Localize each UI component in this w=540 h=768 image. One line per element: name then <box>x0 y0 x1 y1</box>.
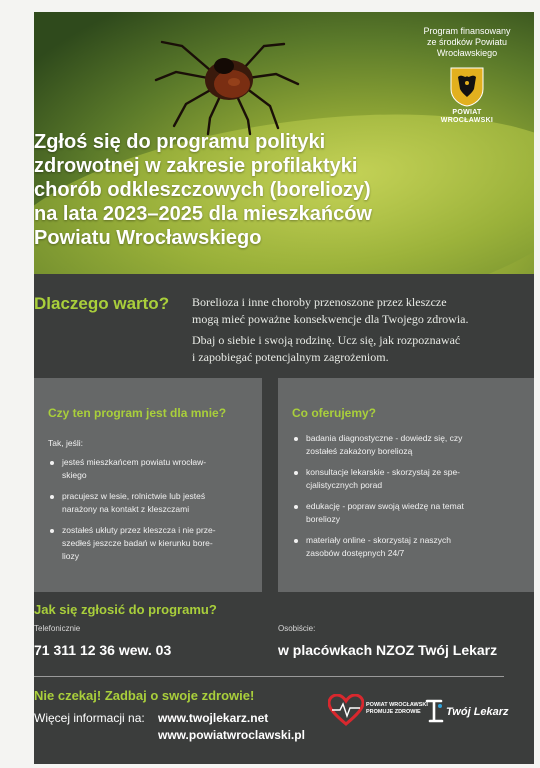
list-line: jesteś mieszkańcem powiatu wrocław- <box>62 457 207 467</box>
list-item <box>292 432 522 458</box>
list-item <box>292 466 522 492</box>
eligibility-intro: Tak, jeśli: <box>48 438 83 448</box>
headline-line: chorób odkleszczowych (boreliozy) <box>34 179 371 201</box>
hero-banner <box>34 12 534 274</box>
list-item <box>292 534 522 560</box>
promo-logo-line: POWIAT WROCŁAWSKI <box>366 702 428 708</box>
list-line: zostałeś ukłuty przez kleszcza i nie prze- <box>62 525 216 535</box>
list-line: skiego <box>62 470 87 480</box>
phone-number[interactable]: 71 311 12 36 wew. 03 <box>34 642 172 658</box>
divider <box>34 676 504 677</box>
offer-box <box>278 378 534 592</box>
link-powiat[interactable]: www.powiatwroclawski.pl <box>158 728 305 742</box>
why-text <box>192 294 528 370</box>
why-line: Dbaj o siebie i swoją rodzinę. Ucz się, jak rozpoznawać <box>192 333 461 347</box>
list-line: boreliozy <box>306 514 341 524</box>
promo-logo-line: PROMUJE ZDROWIE <box>366 709 421 715</box>
apply-title: Jak się zgłosić do programu? <box>34 602 217 617</box>
slogan: Nie czekaj! Zadbaj o swoje zdrowie! <box>34 688 255 703</box>
list-line: zasobów dostępnych 24/7 <box>306 548 405 558</box>
why-line: i zapobiegać potencjalnym zagrożeniom. <box>192 350 389 364</box>
tl-mark-icon <box>424 698 444 724</box>
offer-title: Co oferujemy? <box>292 406 377 420</box>
list-line: materiały online - skorzystaj z naszych <box>306 535 452 545</box>
why-paragraph <box>192 294 528 328</box>
coat-of-arms-icon <box>450 67 484 107</box>
why-title: Dlaczego warto? <box>34 294 170 313</box>
funding-line: Program finansowany <box>423 26 511 36</box>
list-line: narażony na kontakt z kleszczami <box>62 504 190 514</box>
list-line: konsultacje lekarskie - skorzystaj ze spe- <box>306 467 461 477</box>
inperson-label: Osobiście: <box>278 624 316 633</box>
headline-line: Zgłoś się do programu polityki <box>34 131 326 153</box>
heart-icon <box>328 694 364 726</box>
coat-label-line: WROCŁAWSKI <box>440 117 494 124</box>
poster <box>34 12 534 764</box>
eligibility-list <box>48 456 253 571</box>
inperson-value: w placówkach NZOZ Twój Lekarz <box>278 642 498 658</box>
eligibility-box <box>34 378 262 592</box>
headline-line: na lata 2023–2025 dla mieszkańców <box>34 203 372 225</box>
why-paragraph <box>192 332 528 366</box>
list-line: zostałeś zakażony boreliozą <box>306 446 413 456</box>
tl-logo-text: Twój Lekarz <box>446 706 509 718</box>
list-line: pracujesz w lesie, rolnictwie lub jesteś <box>62 491 206 501</box>
why-line: Borelioza i inne choroby przenoszone przez kleszcze <box>192 295 447 309</box>
link-twojlekarz[interactable]: www.twojlekarz.net <box>158 711 269 725</box>
tick-illustration-icon <box>152 26 302 136</box>
list-line: edukację - popraw swoją wiedzę na temat <box>306 501 464 511</box>
twoj-lekarz-logo <box>424 698 524 728</box>
list-item <box>292 500 522 526</box>
funding-line: Wrocławskiego <box>436 48 498 58</box>
list-line: badania diagnostyczne - dowiedz się, czy <box>306 433 463 443</box>
funding-line: ze środków Powiatu <box>426 37 508 47</box>
why-line: mogą mieć poważne konsekwencje dla Twojego zdrowia. <box>192 312 469 326</box>
promo-logo-text <box>366 702 428 716</box>
eligibility-title: Czy ten program jest dla mnie? <box>48 406 227 420</box>
coat-label-line: POWIAT <box>452 109 482 116</box>
page-title <box>34 130 504 250</box>
list-line: szedłeś jeszcze badań w kierunku bore- <box>62 538 213 548</box>
list-item <box>48 524 253 563</box>
headline-line: Powiatu Wrocławskiego <box>34 227 262 249</box>
list-item <box>48 456 253 482</box>
list-line: liozy <box>62 551 80 561</box>
promo-logo <box>328 690 438 730</box>
offer-list <box>292 432 522 568</box>
list-line: cjalistycznych porad <box>306 480 383 490</box>
funding-note <box>412 26 522 125</box>
info-boxes <box>34 378 534 592</box>
list-item <box>48 490 253 516</box>
headline-line: zdrowotnej w zakresie profilaktyki <box>34 155 358 177</box>
more-info-label: Więcej informacji na: <box>34 711 145 725</box>
phone-label: Telefonicznie <box>34 624 81 633</box>
